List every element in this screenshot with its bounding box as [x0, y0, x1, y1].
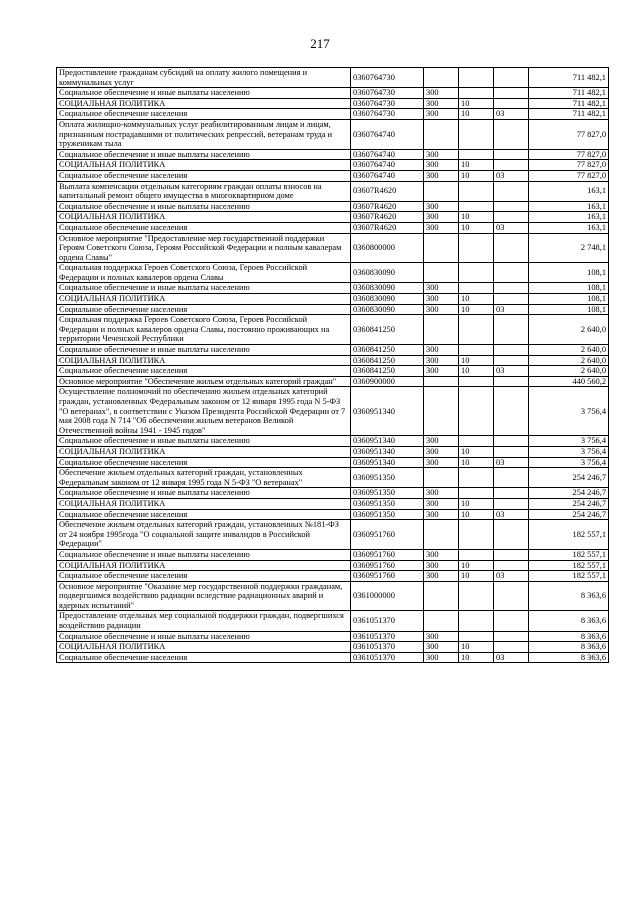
table-row — [57, 376, 609, 387]
row-rz-cell — [459, 631, 494, 642]
table-row — [57, 509, 609, 520]
table-row — [57, 283, 609, 294]
row-csr-cell: 0360764730 — [351, 109, 424, 120]
row-sum-cell: 711 482,1 — [529, 109, 609, 120]
row-rz-cell — [459, 488, 494, 499]
row-rz-cell: 10 — [459, 294, 494, 305]
row-sum-cell: 254 246,7 — [529, 509, 609, 520]
row-pr-cell: 03 — [494, 652, 529, 663]
row-csr-cell: 0360830090 — [351, 304, 424, 315]
table-row — [57, 446, 609, 457]
row-csr-cell: 0360830090 — [351, 294, 424, 305]
row-pr-cell — [494, 233, 529, 263]
row-pr-cell: 03 — [494, 109, 529, 120]
row-csr-cell: 0360764740 — [351, 160, 424, 171]
row-vr-cell: 300 — [424, 571, 459, 582]
row-rz-cell — [459, 181, 494, 201]
row-name-cell: Социальное обеспечение населения — [57, 222, 351, 233]
row-pr-cell — [494, 201, 529, 212]
row-sum-cell: 182 557,1 — [529, 520, 609, 550]
row-csr-cell: 0360800000 — [351, 233, 424, 263]
row-rz-cell: 10 — [459, 212, 494, 223]
row-sum-cell: 711 482,1 — [529, 88, 609, 99]
table-row — [57, 170, 609, 181]
row-vr-cell: 300 — [424, 549, 459, 560]
row-sum-cell: 163,1 — [529, 201, 609, 212]
row-name-cell: Обеспечение жильем отдельных категорий граждан, установленных Федеральным законом от 12 января 1995 года N 5-ФЗ "О ветеранах" — [57, 468, 351, 488]
row-vr-cell: 300 — [424, 149, 459, 160]
row-name-cell: СОЦИАЛЬНАЯ ПОЛИТИКА — [57, 355, 351, 366]
row-rz-cell — [459, 201, 494, 212]
row-vr-cell — [424, 68, 459, 88]
row-rz-cell — [459, 149, 494, 160]
row-rz-cell — [459, 263, 494, 283]
row-name-cell: Обеспечение жильем отдельных категорий граждан, установленных №181-ФЗ от 24 ноября 1995года "О социальной защите инвалидов в Российской Федерации" — [57, 520, 351, 550]
table-row — [57, 304, 609, 315]
row-name-cell: Предоставление отдельных мер социальной поддержки граждан, подвергшихся воздействию радиации — [57, 611, 351, 631]
row-pr-cell — [494, 631, 529, 642]
row-sum-cell: 254 246,7 — [529, 488, 609, 499]
row-sum-cell: 2 748,1 — [529, 233, 609, 263]
row-pr-cell — [494, 149, 529, 160]
table-row — [57, 468, 609, 488]
row-vr-cell: 300 — [424, 366, 459, 377]
row-pr-cell — [494, 345, 529, 356]
row-sum-cell: 711 482,1 — [529, 68, 609, 88]
row-sum-cell: 3 756,4 — [529, 457, 609, 468]
row-name-cell: Социальное обеспечение и иные выплаты населению — [57, 201, 351, 212]
row-name-cell: Социальное обеспечение населения — [57, 366, 351, 377]
row-sum-cell: 77 827,0 — [529, 119, 609, 149]
table-row — [57, 149, 609, 160]
row-vr-cell: 300 — [424, 642, 459, 653]
row-rz-cell: 10 — [459, 509, 494, 520]
row-pr-cell — [494, 68, 529, 88]
row-vr-cell — [424, 315, 459, 345]
row-vr-cell: 300 — [424, 201, 459, 212]
row-name-cell: Социальное обеспечение населения — [57, 304, 351, 315]
row-csr-cell: 0360764740 — [351, 119, 424, 149]
row-sum-cell: 77 827,0 — [529, 149, 609, 160]
row-pr-cell — [494, 160, 529, 171]
row-sum-cell: 254 246,7 — [529, 498, 609, 509]
row-pr-cell — [494, 549, 529, 560]
row-pr-cell: 03 — [494, 304, 529, 315]
table-row — [57, 263, 609, 283]
row-name-cell: Осуществление полномочий по обеспечению жильем отдельных категорий граждан, установленных Федеральным законом от 12 января 1995 года N 5-ФЗ "О ветеранах", в соответствии с Указом Президента Российской Федерации от 7 мая 2008 года N 714 "Об обеспечении жильем ветеранов Великой Отечественной войны 1941 - 1945 годов" — [57, 387, 351, 436]
row-pr-cell — [494, 315, 529, 345]
row-name-cell: Социальное обеспечение населения — [57, 509, 351, 520]
row-name-cell: СОЦИАЛЬНАЯ ПОЛИТИКА — [57, 560, 351, 571]
row-name-cell: Социальное обеспечение населения — [57, 571, 351, 582]
row-name-cell: Основное мероприятие "Обеспечение жильем отдельных категорий граждан" — [57, 376, 351, 387]
row-sum-cell: 163,1 — [529, 212, 609, 223]
row-sum-cell: 711 482,1 — [529, 98, 609, 109]
row-pr-cell: 03 — [494, 457, 529, 468]
row-rz-cell: 10 — [459, 355, 494, 366]
row-name-cell: Социальное обеспечение и иные выплаты населению — [57, 436, 351, 447]
row-pr-cell — [494, 119, 529, 149]
row-rz-cell: 10 — [459, 170, 494, 181]
row-name-cell: СОЦИАЛЬНАЯ ПОЛИТИКА — [57, 98, 351, 109]
row-csr-cell: 0360841250 — [351, 345, 424, 356]
table-row — [57, 581, 609, 611]
row-csr-cell: 0360951760 — [351, 549, 424, 560]
row-name-cell: Социальное обеспечение и иные выплаты населению — [57, 88, 351, 99]
table-row — [57, 571, 609, 582]
row-csr-cell: 0361051370 — [351, 642, 424, 653]
row-pr-cell — [494, 181, 529, 201]
table-row — [57, 520, 609, 550]
row-pr-cell — [494, 468, 529, 488]
row-name-cell: Выплата компенсации отдельным категориям граждан оплаты взносов на капитальный ремонт общего имущества в многоквартирном доме — [57, 181, 351, 201]
table-row — [57, 222, 609, 233]
table-row — [57, 457, 609, 468]
row-csr-cell: 0360764740 — [351, 149, 424, 160]
row-csr-cell: 0360951760 — [351, 520, 424, 550]
table-row — [57, 498, 609, 509]
row-sum-cell: 2 640,0 — [529, 345, 609, 356]
row-rz-cell: 10 — [459, 109, 494, 120]
table-row — [57, 488, 609, 499]
row-vr-cell — [424, 611, 459, 631]
row-csr-cell: 0360830090 — [351, 283, 424, 294]
row-name-cell: Социальное обеспечение и иные выплаты населению — [57, 149, 351, 160]
row-csr-cell: 03607R4620 — [351, 181, 424, 201]
row-vr-cell: 300 — [424, 304, 459, 315]
row-sum-cell: 8 363,6 — [529, 611, 609, 631]
table-row — [57, 233, 609, 263]
row-rz-cell — [459, 549, 494, 560]
row-sum-cell: 77 827,0 — [529, 160, 609, 171]
row-csr-cell: 0360764740 — [351, 170, 424, 181]
row-pr-cell — [494, 488, 529, 499]
row-vr-cell: 300 — [424, 509, 459, 520]
row-sum-cell: 182 557,1 — [529, 560, 609, 571]
table-row — [57, 119, 609, 149]
row-sum-cell: 440 560,2 — [529, 376, 609, 387]
table-row — [57, 366, 609, 377]
row-csr-cell: 0361051370 — [351, 611, 424, 631]
row-csr-cell: 03607R4620 — [351, 222, 424, 233]
row-csr-cell: 0360841250 — [351, 355, 424, 366]
row-pr-cell: 03 — [494, 509, 529, 520]
row-name-cell: Оплата жилищно-коммунальных услуг реабилитированным лицам и лицам, признанным пострадавшими от политических репрессий, ветеранам труда и труженикам тыла — [57, 119, 351, 149]
row-csr-cell: 0360951760 — [351, 571, 424, 582]
row-vr-cell: 300 — [424, 212, 459, 223]
row-vr-cell: 300 — [424, 457, 459, 468]
row-rz-cell — [459, 468, 494, 488]
table-row — [57, 181, 609, 201]
table-row — [57, 212, 609, 223]
row-rz-cell: 10 — [459, 652, 494, 663]
row-sum-cell: 8 363,6 — [529, 642, 609, 653]
row-vr-cell: 300 — [424, 355, 459, 366]
row-name-cell: СОЦИАЛЬНАЯ ПОЛИТИКА — [57, 294, 351, 305]
row-pr-cell — [494, 98, 529, 109]
budget-table — [56, 67, 609, 663]
row-sum-cell: 8 363,6 — [529, 631, 609, 642]
row-csr-cell: 0360841250 — [351, 366, 424, 377]
row-csr-cell: 0360951350 — [351, 498, 424, 509]
row-sum-cell: 182 557,1 — [529, 549, 609, 560]
row-pr-cell — [494, 376, 529, 387]
row-rz-cell — [459, 520, 494, 550]
table-row — [57, 345, 609, 356]
row-sum-cell: 2 640,0 — [529, 366, 609, 377]
row-vr-cell: 300 — [424, 160, 459, 171]
row-csr-cell: 03607R4620 — [351, 201, 424, 212]
row-csr-cell: 0361000000 — [351, 581, 424, 611]
row-rz-cell — [459, 283, 494, 294]
row-sum-cell: 108,1 — [529, 263, 609, 283]
row-sum-cell: 2 640,0 — [529, 355, 609, 366]
row-rz-cell — [459, 345, 494, 356]
row-vr-cell: 300 — [424, 652, 459, 663]
row-vr-cell: 300 — [424, 498, 459, 509]
row-name-cell: Социальное обеспечение и иные выплаты населению — [57, 283, 351, 294]
row-sum-cell: 77 827,0 — [529, 170, 609, 181]
row-vr-cell: 300 — [424, 294, 459, 305]
row-sum-cell: 163,1 — [529, 222, 609, 233]
table-row — [57, 436, 609, 447]
row-csr-cell: 0360764730 — [351, 88, 424, 99]
row-csr-cell: 0360951760 — [351, 560, 424, 571]
row-pr-cell: 03 — [494, 571, 529, 582]
row-rz-cell: 10 — [459, 98, 494, 109]
row-name-cell: Предоставление гражданам субсидий на оплату жилого помещения и коммунальных услуг — [57, 68, 351, 88]
row-sum-cell: 108,1 — [529, 304, 609, 315]
row-pr-cell — [494, 446, 529, 457]
row-sum-cell: 8 363,6 — [529, 581, 609, 611]
row-sum-cell: 182 557,1 — [529, 571, 609, 582]
table-row — [57, 109, 609, 120]
row-vr-cell: 300 — [424, 631, 459, 642]
row-pr-cell: 03 — [494, 222, 529, 233]
row-csr-cell: 0360951340 — [351, 446, 424, 457]
row-csr-cell: 0360951340 — [351, 387, 424, 436]
row-vr-cell — [424, 233, 459, 263]
row-rz-cell: 10 — [459, 571, 494, 582]
row-rz-cell — [459, 119, 494, 149]
page-number: 217 — [310, 36, 330, 51]
row-rz-cell: 10 — [459, 560, 494, 571]
table-row — [57, 387, 609, 436]
row-name-cell: Социальное обеспечение и иные выплаты населению — [57, 631, 351, 642]
row-name-cell: Социальное обеспечение населения — [57, 170, 351, 181]
row-sum-cell: 3 756,4 — [529, 436, 609, 447]
row-name-cell: Социальная поддержка Героев Советского Союза, Героев Российской Федерации и полных кавалеров ордена Славы — [57, 263, 351, 283]
row-name-cell: Социальное обеспечение и иные выплаты населению — [57, 488, 351, 499]
row-vr-cell — [424, 181, 459, 201]
row-pr-cell — [494, 581, 529, 611]
row-pr-cell — [494, 611, 529, 631]
table-row — [57, 88, 609, 99]
row-pr-cell: 03 — [494, 170, 529, 181]
row-pr-cell — [494, 283, 529, 294]
row-rz-cell — [459, 315, 494, 345]
row-rz-cell — [459, 376, 494, 387]
table-row — [57, 355, 609, 366]
row-pr-cell — [494, 355, 529, 366]
row-pr-cell — [494, 88, 529, 99]
table-row — [57, 294, 609, 305]
row-pr-cell: 03 — [494, 366, 529, 377]
row-vr-cell: 300 — [424, 560, 459, 571]
row-csr-cell: 0360900000 — [351, 376, 424, 387]
row-vr-cell: 300 — [424, 488, 459, 499]
row-name-cell: Основное мероприятие "Предоставление мер государственной поддержки Героям Советского Союза, Героям Российской Федерации и полным кавалерам ордена Славы" — [57, 233, 351, 263]
table-row — [57, 160, 609, 171]
row-csr-cell: 0360830090 — [351, 263, 424, 283]
row-vr-cell: 300 — [424, 109, 459, 120]
row-name-cell: Социальное обеспечение населения — [57, 457, 351, 468]
row-name-cell: СОЦИАЛЬНАЯ ПОЛИТИКА — [57, 642, 351, 653]
row-csr-cell: 0361051370 — [351, 631, 424, 642]
row-csr-cell: 0360951350 — [351, 509, 424, 520]
row-vr-cell: 300 — [424, 98, 459, 109]
table-row — [57, 315, 609, 345]
row-rz-cell: 10 — [459, 498, 494, 509]
row-pr-cell — [494, 294, 529, 305]
row-rz-cell — [459, 88, 494, 99]
row-rz-cell — [459, 611, 494, 631]
row-sum-cell: 3 756,4 — [529, 387, 609, 436]
row-name-cell: СОЦИАЛЬНАЯ ПОЛИТИКА — [57, 160, 351, 171]
table-row — [57, 98, 609, 109]
row-vr-cell — [424, 376, 459, 387]
row-vr-cell — [424, 263, 459, 283]
row-rz-cell: 10 — [459, 446, 494, 457]
row-rz-cell — [459, 581, 494, 611]
row-vr-cell — [424, 387, 459, 436]
row-csr-cell: 0360841250 — [351, 315, 424, 345]
row-sum-cell: 163,1 — [529, 181, 609, 201]
row-csr-cell: 0360764730 — [351, 98, 424, 109]
row-rz-cell — [459, 68, 494, 88]
table-row — [57, 652, 609, 663]
row-rz-cell: 10 — [459, 304, 494, 315]
row-sum-cell: 8 363,6 — [529, 652, 609, 663]
table-row — [57, 201, 609, 212]
row-rz-cell — [459, 436, 494, 447]
row-name-cell: СОЦИАЛЬНАЯ ПОЛИТИКА — [57, 212, 351, 223]
row-vr-cell — [424, 581, 459, 611]
row-pr-cell — [494, 263, 529, 283]
row-csr-cell: 0360951340 — [351, 457, 424, 468]
row-rz-cell — [459, 233, 494, 263]
table-row — [57, 68, 609, 88]
row-csr-cell: 0360951340 — [351, 436, 424, 447]
row-vr-cell — [424, 468, 459, 488]
row-name-cell: Социальное обеспечение и иные выплаты населению — [57, 345, 351, 356]
table-row — [57, 611, 609, 631]
row-pr-cell — [494, 212, 529, 223]
budget-table-body — [57, 68, 609, 663]
row-vr-cell: 300 — [424, 345, 459, 356]
row-pr-cell — [494, 560, 529, 571]
row-vr-cell — [424, 520, 459, 550]
row-vr-cell: 300 — [424, 436, 459, 447]
row-csr-cell: 0360951350 — [351, 488, 424, 499]
row-name-cell: Социальное обеспечение населения — [57, 109, 351, 120]
row-rz-cell: 10 — [459, 642, 494, 653]
row-vr-cell: 300 — [424, 170, 459, 181]
row-pr-cell — [494, 498, 529, 509]
row-csr-cell: 03607R4620 — [351, 212, 424, 223]
row-csr-cell: 0360951350 — [351, 468, 424, 488]
row-rz-cell: 10 — [459, 160, 494, 171]
row-rz-cell: 10 — [459, 222, 494, 233]
table-row — [57, 631, 609, 642]
row-csr-cell: 0360764730 — [351, 68, 424, 88]
row-pr-cell — [494, 520, 529, 550]
table-row — [57, 642, 609, 653]
row-pr-cell — [494, 387, 529, 436]
table-row — [57, 560, 609, 571]
row-vr-cell: 300 — [424, 446, 459, 457]
row-pr-cell — [494, 436, 529, 447]
row-sum-cell: 108,1 — [529, 294, 609, 305]
row-pr-cell — [494, 642, 529, 653]
row-rz-cell: 10 — [459, 457, 494, 468]
row-vr-cell — [424, 119, 459, 149]
row-csr-cell: 0361051370 — [351, 652, 424, 663]
row-name-cell: Социальное обеспечение и иные выплаты населению — [57, 549, 351, 560]
row-name-cell: СОЦИАЛЬНАЯ ПОЛИТИКА — [57, 498, 351, 509]
row-vr-cell: 300 — [424, 283, 459, 294]
row-sum-cell: 3 756,4 — [529, 446, 609, 457]
row-name-cell: Социальное обеспечение населения — [57, 652, 351, 663]
table-row — [57, 549, 609, 560]
row-rz-cell — [459, 387, 494, 436]
row-sum-cell: 2 640,0 — [529, 315, 609, 345]
row-name-cell: Социальная поддержка Героев Советского Союза, Героев Российской Федерации и полных кавалеров ордена Славы, постоянно проживающих на территории Чеченской Республики — [57, 315, 351, 345]
row-vr-cell: 300 — [424, 222, 459, 233]
row-rz-cell: 10 — [459, 366, 494, 377]
row-name-cell: СОЦИАЛЬНАЯ ПОЛИТИКА — [57, 446, 351, 457]
row-sum-cell: 254 246,7 — [529, 468, 609, 488]
row-vr-cell: 300 — [424, 88, 459, 99]
row-sum-cell: 108,1 — [529, 283, 609, 294]
row-name-cell: Основное мероприятие "Оказание мер государственной поддержки гражданам, подвергшимся воздействию радиации вследствие радиационных аварий и ядерных испытаний" — [57, 581, 351, 611]
